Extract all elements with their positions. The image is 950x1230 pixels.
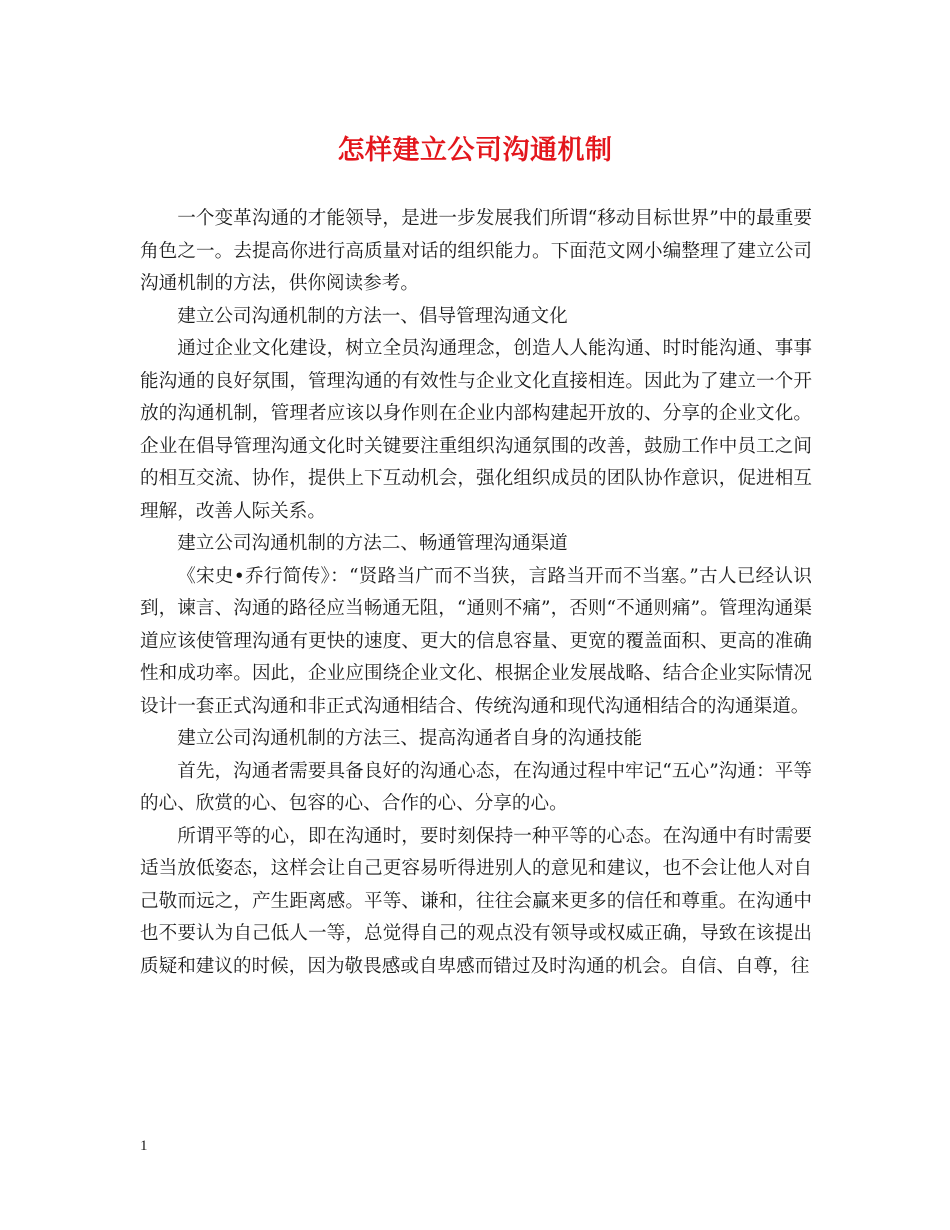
paragraph-section-3b: 所谓平等的心，即在沟通时，要时刻保持一种平等的心态。在沟通中有时需要适当放低姿态，这样会让自己更容易听得进别人的意见和建议，也不会让他人对自己敬而远之，产生距离感。平等、谦和，往往会赢来更多的信任和尊重。在沟通中也不要认为自己低人一等，总觉得自己的观点没有领导或权威正确，导致在该提出质疑和建议的时候，因为敬畏感或自卑感而错过及时沟通的机会。自信、自尊，往 xyxy=(140,825,812,977)
section-heading-1: 建立公司沟通机制的方法一、倡导管理沟通文化 xyxy=(177,305,568,327)
paragraph-intro: 一个变革沟通的才能领导，是进一步发展我们所谓“移动目标世界”中的最重要角色之一。去提高你进行高质量对话的组织能力。下面范文网小编整理了建立公司沟通机制的方法，供你阅读参考。 xyxy=(140,208,812,294)
paragraph-section-1: 通过企业文化建设，树立全员沟通理念，创造人人能沟通、时时能沟通、事事能沟通的良好氛围，管理沟通的有效性与企业文化直接相连。因此为了建立一个开放的沟通机制，管理者应该以身作则在企业内部构建起开放的、分享的企业文化。企业在倡导管理沟通文化时关键要注重组织沟通氛围的改善，鼓励工作中员工之间的相互交流、协作，提供上下互动机会，强化组织成员的团队协作意识，促进相互理解，改善人际关系。 xyxy=(140,338,812,522)
page-number: 1 xyxy=(140,1138,148,1154)
section-heading-2: 建立公司沟通机制的方法二、畅通管理沟通渠道 xyxy=(177,533,568,554)
paragraph-section-3a: 首先，沟通者需要具备良好的沟通心态，在沟通过程中牢记“五心”沟通：平等的心、欣赏的心、包容的心、合作的心、分享的心。 xyxy=(140,760,812,814)
document-body xyxy=(140,203,812,983)
section-heading-3: 建立公司沟通机制的方法三、提高沟通者自身的沟通技能 xyxy=(177,728,643,749)
paragraph-section-2: 《宋史•乔行简传》：“贤路当广而不当狭，言路当开而不当塞。”古人已经认识到，谏言、沟通的路径应当畅通无阻，“通则不痛”，否则“不通则痛”。管理沟通渠道应该使管理沟通有更快的速度、更大的信息容量、更宽的覆盖面积、更高的准确性和成功率。因此，企业应围绕企业文化、根据企业发展战略、结合企业实际情况设计一套正式沟通和非正式沟通相结合、传统沟通和现代沟通相结合的沟通渠道。 xyxy=(140,565,812,717)
document-title: 怎样建立公司沟通机制 xyxy=(337,135,613,166)
